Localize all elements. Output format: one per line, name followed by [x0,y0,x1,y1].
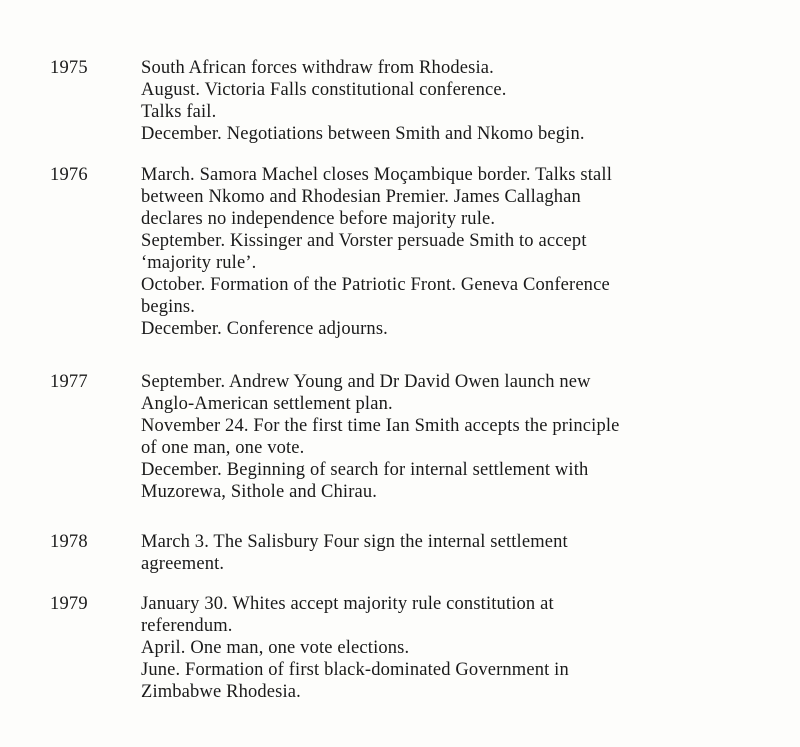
event-line: November 24. For the first time Ian Smith accepts the principle [141,416,620,436]
event-line: September. Andrew Young and Dr David Owen launch new [141,372,591,392]
event-line: Zimbabwe Rhodesia. [141,682,301,702]
event-list [141,593,781,703]
year-label: 1976 [50,165,88,185]
event-line: declares no independence before majority rule. [141,209,496,229]
event-line: December. Beginning of search for internal settlement with [141,460,589,480]
year-label: 1975 [50,58,88,78]
event-list [141,164,781,340]
event-line: agreement. [141,554,225,574]
event-list [141,57,781,145]
event-line: April. One man, one vote elections. [141,638,410,658]
event-line: March 3. The Salisbury Four sign the internal settlement [141,532,568,552]
event-line: South African forces withdraw from Rhodesia. [141,58,494,78]
event-line: March. Samora Machel closes Moçambique border. Talks stall [141,165,612,185]
event-line: ‘majority rule’. [141,253,257,273]
event-line: of one man, one vote. [141,438,305,458]
event-list [141,531,781,575]
event-line: August. Victoria Falls constitutional conference. [141,80,507,100]
event-line: December. Conference adjourns. [141,319,388,339]
event-line: Muzorewa, Sithole and Chirau. [141,482,378,502]
year-label: 1977 [50,372,88,392]
event-line: Anglo-American settlement plan. [141,394,393,414]
event-line: between Nkomo and Rhodesian Premier. James Callaghan [141,187,581,207]
event-line: Talks fail. [141,102,217,122]
event-line: January 30. Whites accept majority rule constitution at [141,594,554,614]
event-line: September. Kissinger and Vorster persuade Smith to accept [141,231,587,251]
event-line: referendum. [141,616,233,636]
event-line: June. Formation of first black-dominated Government in [141,660,569,680]
event-line: October. Formation of the Patriotic Front. Geneva Conference [141,275,610,295]
event-list [141,371,781,503]
event-line: December. Negotiations between Smith and Nkomo begin. [141,124,585,144]
event-line: begins. [141,297,195,317]
year-label: 1979 [50,594,88,614]
year-label: 1978 [50,532,88,552]
